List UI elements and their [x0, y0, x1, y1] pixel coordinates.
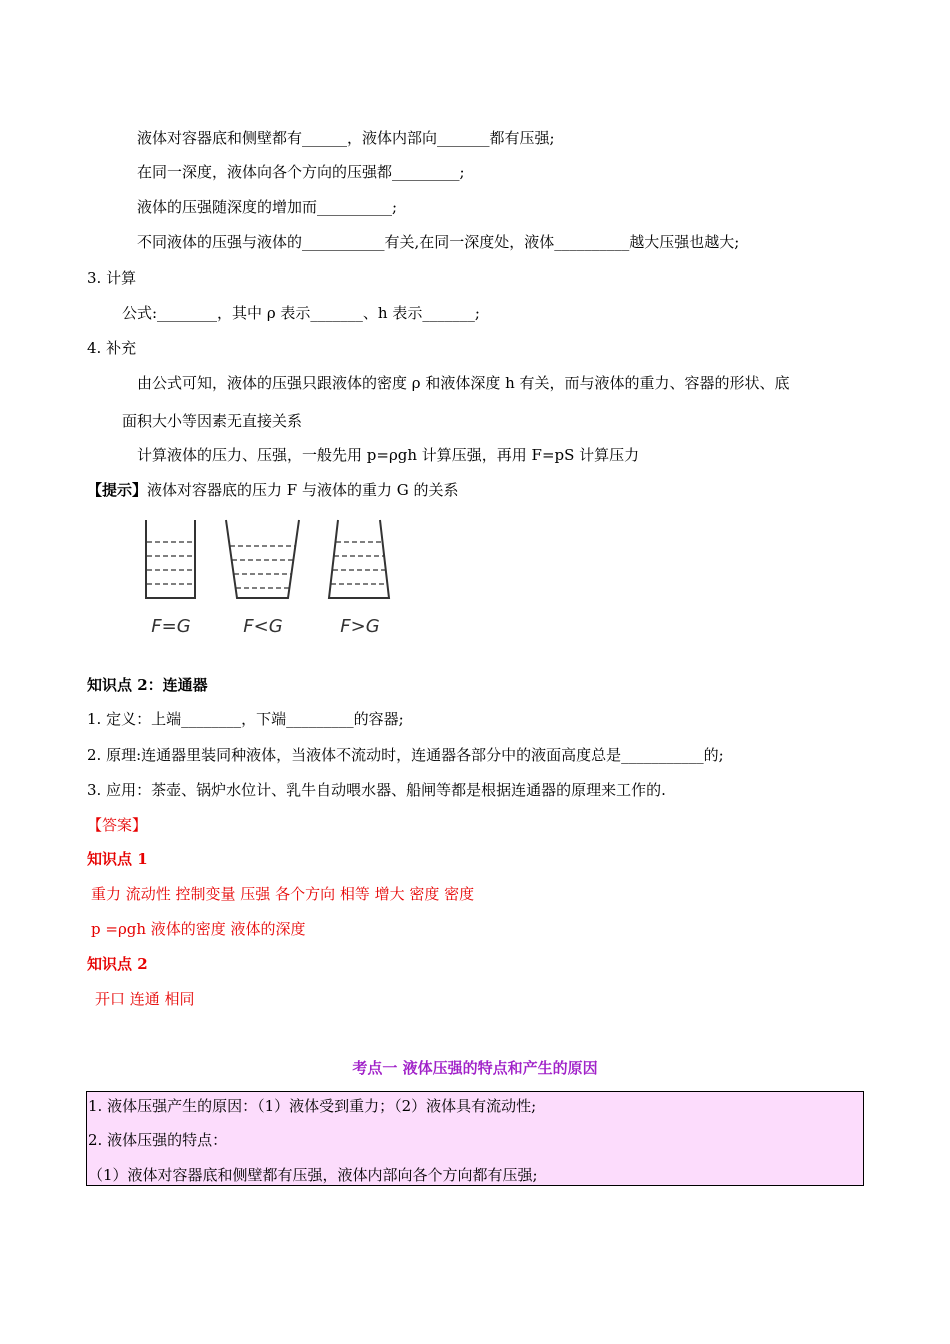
answer-kp1-line-1: 重力 流动性 控制变量 压强 各个方向 相等 增大 密度 密度 [91, 885, 475, 903]
box-line-3: （1）液体对容器底和侧壁都有压强，液体内部向各个方向都有压强; [88, 1166, 538, 1184]
label-f-greater-g: F>G [340, 616, 380, 637]
beaker-wide-top [226, 520, 299, 598]
answer-label: 【答案】 [87, 816, 148, 834]
blank-line-4: 不同液体的压强与液体的___________有关,在同一深度处，液体__________越大压强也越大; [137, 233, 740, 251]
box-line-2: 2. 液体压强的特点： [88, 1131, 228, 1149]
label-f-less-g: F<G [243, 616, 283, 637]
answer-kp2-title: 知识点 2 [87, 955, 148, 973]
answer-kp2-line-1: 开口 连通 相同 [95, 990, 195, 1008]
blank-line-2: 在同一深度，液体向各个方向的压强都_________; [137, 163, 465, 181]
tip-line [87, 480, 458, 500]
blank-line-3: 液体的压强随深度的增加而__________; [137, 198, 398, 216]
supplement-line-1: 由公式可知，液体的压强只跟液体的密度 ρ 和液体深度 h 有关，而与液体的重力、容器的形状、底 [137, 374, 790, 392]
kp2-application: 3. 应用：茶壶、锅炉水位计、乳牛自动喂水器、船闸等都是根据连通器的原理来工作的. [87, 781, 666, 799]
exam-point-box [86, 1091, 864, 1186]
tip-label: 【提示】 [87, 481, 148, 499]
tip-text: 液体对容器底的压力 F 与液体的重力 G 的关系 [147, 481, 459, 499]
kp2-principle: 2. 原理:连通器里装同种液体，当液体不流动时，连通器各部分中的液面高度总是___________的; [87, 746, 724, 764]
container-diagram [133, 514, 403, 642]
formula-line: 公式:________，其中 ρ 表示_______、h 表示_______; [122, 304, 480, 322]
label-f-equals-g: F=G [151, 616, 191, 637]
supplement-line-3: 计算液体的压力、压强，一般先用 p=ρgh 计算压强，再用 F=pS 计算压力 [137, 446, 640, 464]
beaker-wide-bottom [329, 520, 389, 598]
box-line-1: 1. 液体压强产生的原因：（1）液体受到重力；（2）液体具有流动性; [88, 1097, 537, 1115]
answer-kp1-line-2: p =ρgh 液体的密度 液体的深度 [91, 920, 306, 938]
exam-point-title: 考点一 液体压强的特点和产生的原因 [352, 1059, 598, 1077]
beaker-straight [146, 520, 195, 598]
kp2-definition: 1. 定义：上端________，下端_________的容器; [87, 710, 404, 728]
section-calculation: 3. 计算 [87, 269, 137, 287]
knowledge-point-2-title: 知识点 2：连通器 [87, 676, 208, 694]
supplement-line-2: 面积大小等因素无直接关系 [122, 412, 303, 430]
answer-kp1-title: 知识点 1 [87, 850, 148, 868]
section-supplement: 4. 补充 [87, 339, 137, 357]
blank-line-1: 液体对容器底和侧壁都有______，液体内部向_______都有压强; [137, 129, 555, 147]
